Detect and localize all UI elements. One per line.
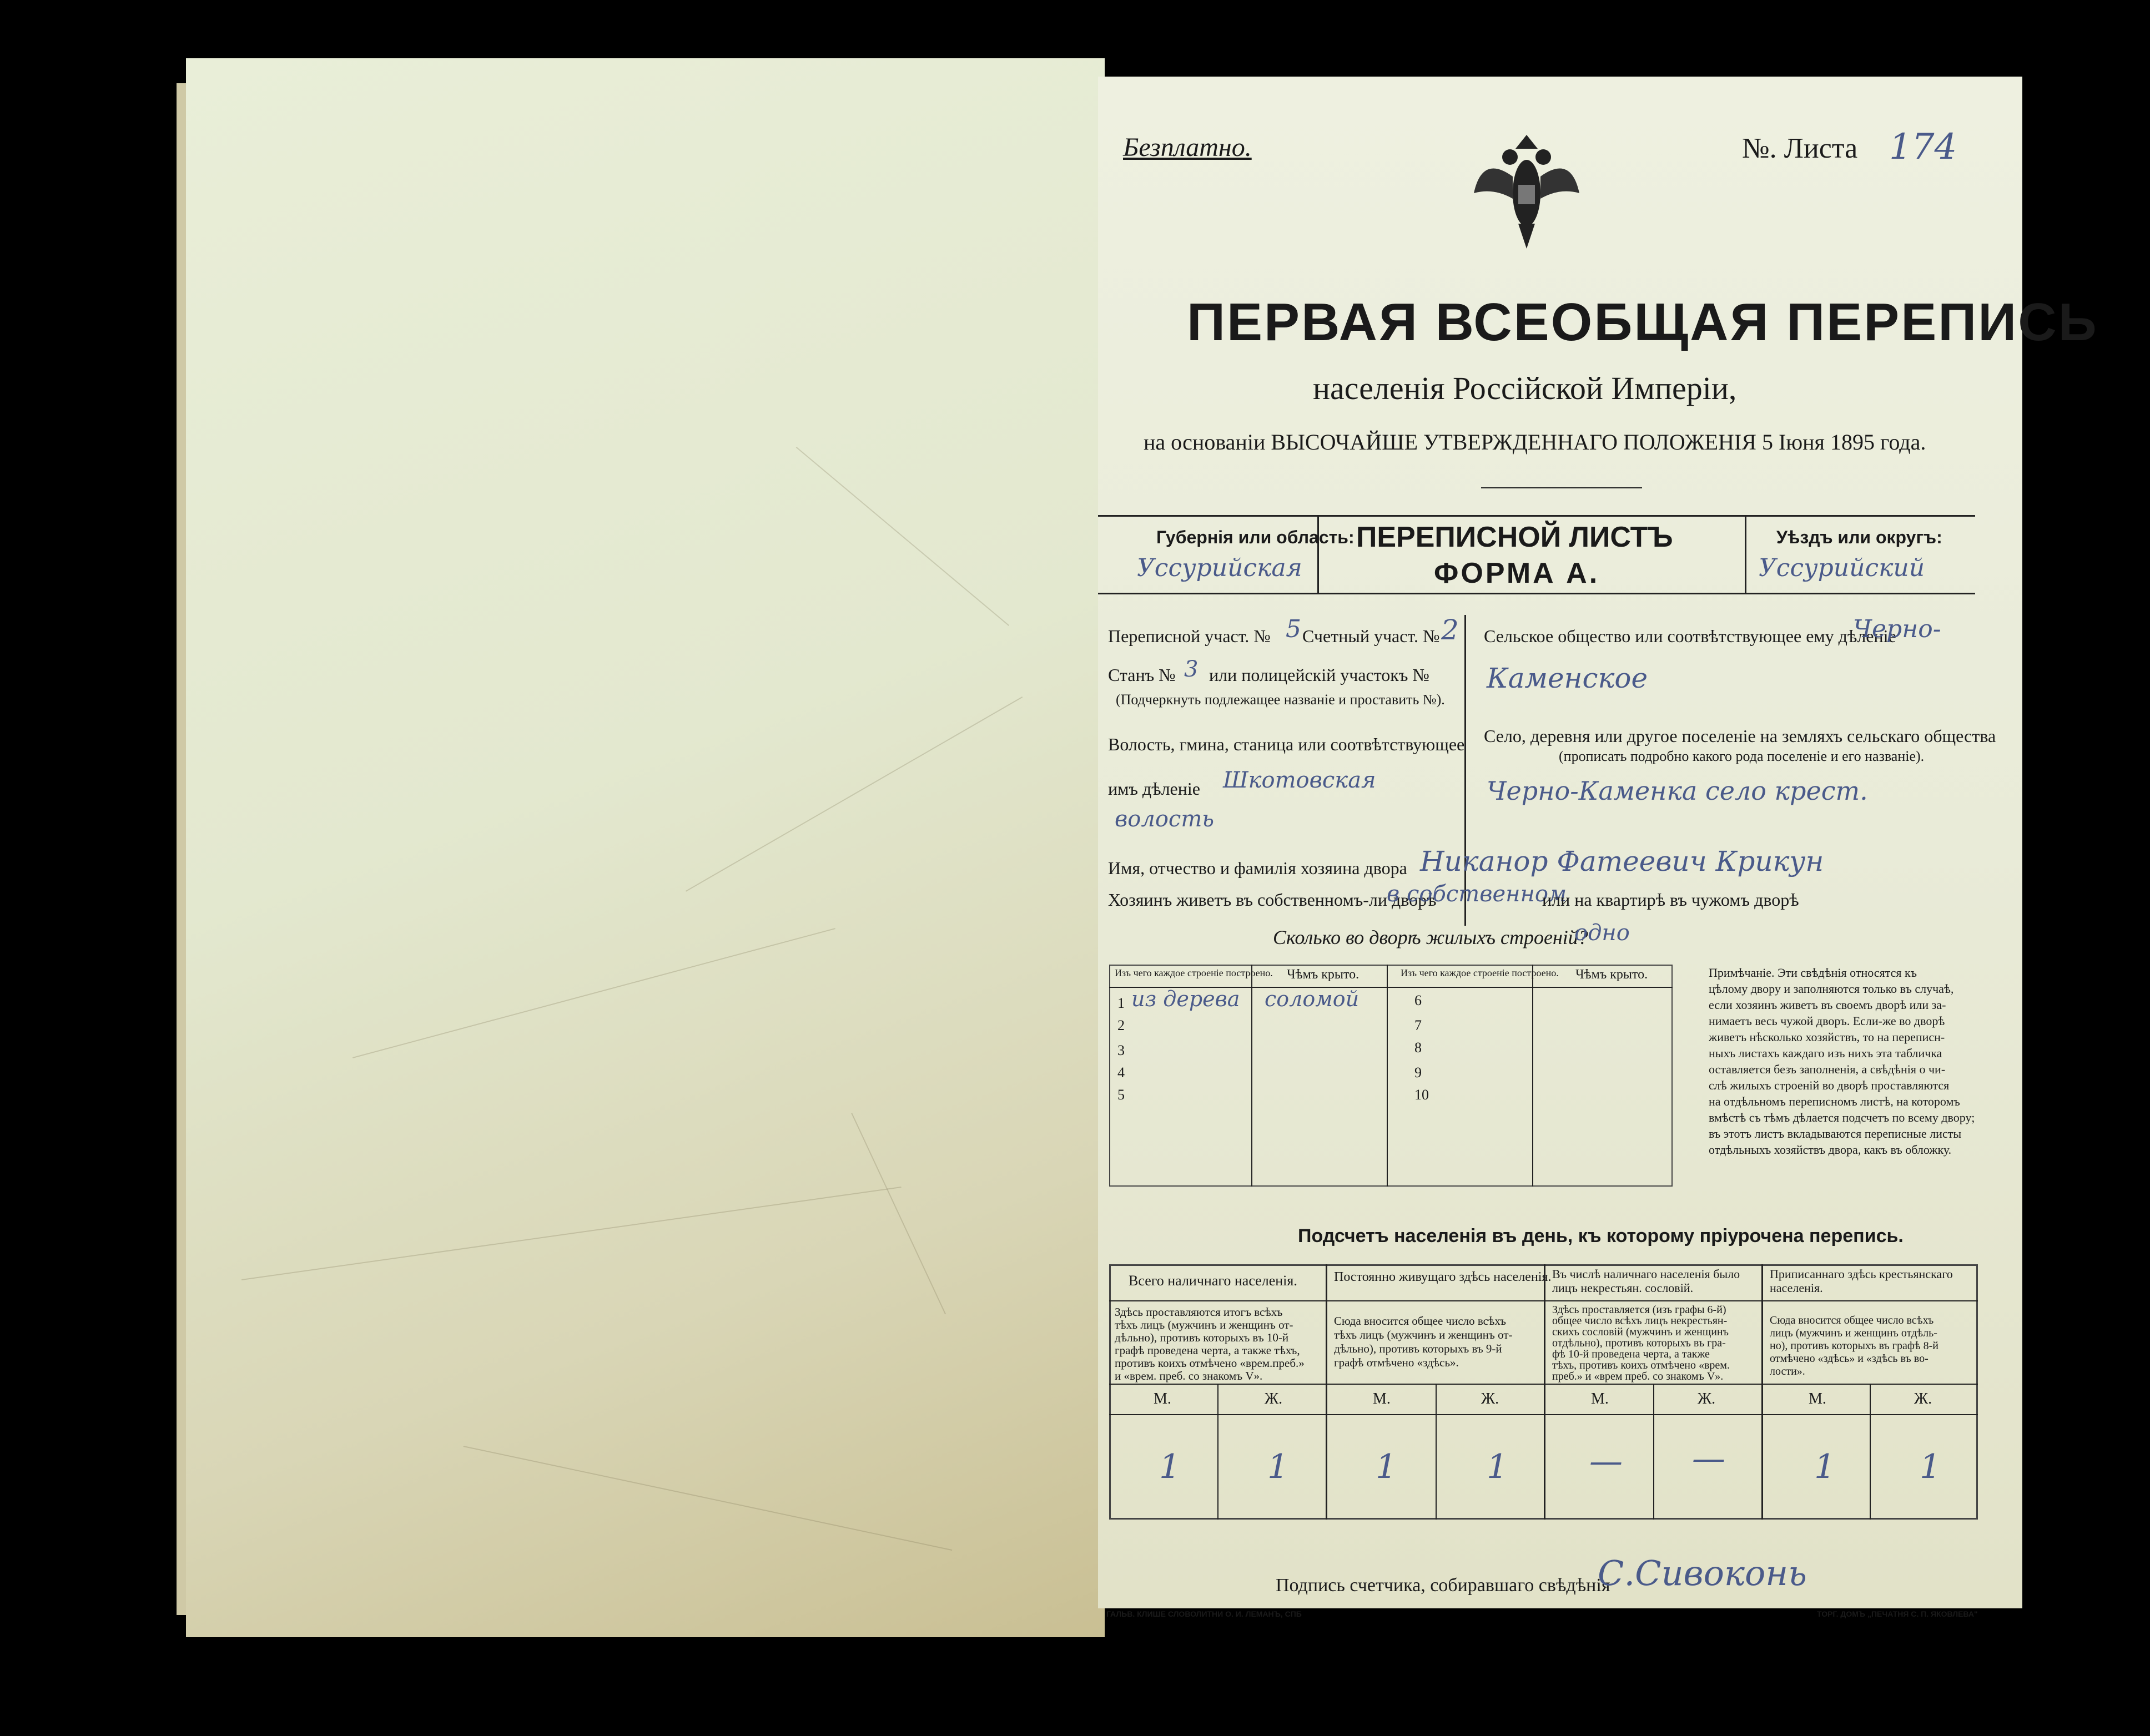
sheet-number-value: 174 <box>1889 127 1957 168</box>
note-line: вмѣстѣ съ тѣмъ дѣлается подсчетъ по всему двору; <box>1709 1111 1975 1124</box>
col-material-left: Изъ чего каждое строеніе построено. <box>1115 967 1273 978</box>
row-num-1: 1 <box>1117 995 1125 1011</box>
signature-label: Подпись счетчика, собиравшаго свѣдѣнія <box>1276 1575 1610 1596</box>
row-num-9: 9 <box>1414 1064 1422 1081</box>
note-line: ныхъ листахъ каждаго изъ нихъ эта табличка <box>1709 1046 1942 1060</box>
population-heading: Подсчетъ населенія въ день, къ которому пріурочена перепись. <box>1298 1225 1904 1247</box>
left-blank-sheet <box>186 58 1105 1637</box>
stan-value: 3 <box>1184 657 1199 682</box>
count-section-value: 2 <box>1441 614 1459 646</box>
police-label: или полицейскій участокъ № <box>1209 665 1429 685</box>
signature-value: С.Сивоконь <box>1598 1553 1807 1593</box>
count-peasant-f: 1 <box>1920 1447 1941 1486</box>
note-line: живетъ нѣсколько хозяйствъ, то на переписн- <box>1709 1030 1945 1044</box>
residence-label-2: или на квартирѣ въ чужомъ дворѣ <box>1542 890 1799 910</box>
volost-value: Шкотовская <box>1223 768 1376 793</box>
row-num-8: 8 <box>1414 1039 1422 1056</box>
note-line: нимаетъ весь чужой дворъ. Если-же во дворѣ <box>1709 1014 1945 1028</box>
owner-label: Имя, отчество и фамилія хозяина двора <box>1108 858 1407 878</box>
ornament-divider <box>1481 487 1642 488</box>
count-total-m: 1 <box>1159 1447 1181 1486</box>
printer-left: ГАЛЬВ. КЛИШЕ СЛОВОЛИТНИ О. И. ЛЕМАНЪ, СПБ <box>1106 1609 1302 1618</box>
volost-label: Волость, гмина, станица или соотвѣтствующее <box>1108 734 1465 754</box>
volost-value-2: волость <box>1115 806 1215 832</box>
stan-label: Станъ № <box>1108 665 1176 685</box>
census-section-label: Переписной участ. № <box>1108 626 1271 646</box>
note-line: Примѣчаніе. Эти свѣдѣнія относятся къ <box>1709 966 1917 980</box>
note-line: цѣлому двору и заполняются только въ случаѣ, <box>1709 982 1954 996</box>
f-label-4: Ж. <box>1914 1390 1932 1407</box>
count-section-label: Счетный участ. № <box>1302 626 1440 646</box>
note-line: на отдѣльномъ переписномъ листѣ, на которомъ <box>1709 1094 1960 1108</box>
sheet-number-label: №. Листа <box>1742 133 1858 164</box>
title-main: ПЕРВАЯ ВСЕОБЩАЯ ПЕРЕПИСЬ <box>1187 292 2098 352</box>
district-value: Уссурийский <box>1759 554 1925 582</box>
district-label: Уѣздъ или округъ: <box>1776 527 1942 547</box>
row-num-3: 3 <box>1117 1042 1125 1058</box>
free-label: Безплатно. <box>1123 133 1252 162</box>
col-roof-right: Чѣмъ крыто. <box>1575 967 1648 982</box>
pop-col1-title: Всего наличнаго населенія. <box>1129 1273 1297 1289</box>
underline-note: (Подчеркнуть подлежащее названіе и проставить №). <box>1116 692 1445 708</box>
pop-col3-title: Въ числѣ наличнаго населенія было лицъ некрестьян. сословій. <box>1552 1267 1740 1295</box>
census-section-value: 5 <box>1286 615 1301 643</box>
row1-material: из дерева <box>1131 987 1240 1011</box>
row-num-2: 2 <box>1117 1017 1125 1033</box>
row-num-4: 4 <box>1117 1064 1125 1081</box>
m-label-2: М. <box>1373 1390 1391 1407</box>
society-value: Черно- <box>1853 615 1941 643</box>
row-num-5: 5 <box>1117 1087 1125 1103</box>
buildings-label: Сколько во дворѣ жилыхъ строеній? <box>1273 926 1588 948</box>
owner-value: Никанор Фатеевич Крикун <box>1420 845 1824 877</box>
m-label-4: М. <box>1809 1390 1826 1407</box>
village-note: (прописать подробно какого рода поселеніе и его названіе). <box>1559 748 1925 764</box>
row1-roof: соломой <box>1265 987 1360 1011</box>
residence-value: в собственном <box>1387 881 1567 907</box>
province-value: Уссурийская <box>1137 554 1302 582</box>
province-label: Губернія или область: <box>1156 527 1355 547</box>
society-label: Сельское общество или соотвѣтствующее ему дѣленіе <box>1484 626 1896 646</box>
village-label: Село, деревня или другое поселеніе на земляхъ сельскаго общества <box>1484 726 1996 746</box>
note-line: если хозяинъ живетъ въ своемъ дворѣ или за- <box>1709 998 1946 1012</box>
residence-label: Хозяинъ живетъ въ собственномъ-ли дворѣ <box>1108 890 1437 910</box>
form-subtitle: ФОРМА А. <box>1434 557 1600 589</box>
imperial-eagle-emblem <box>1471 127 1582 254</box>
count-total-f: 1 <box>1267 1447 1289 1486</box>
note-block <box>1709 965 1975 1158</box>
count-nonpeasant-f: — <box>1692 1439 1725 1478</box>
note-line: въ этотъ листъ вкладываются переписные листы <box>1709 1127 1962 1140</box>
f-label-2: Ж. <box>1481 1390 1499 1407</box>
pop-col4-title: Приписаннаго здѣсь крестьянскаго населенія. <box>1770 1267 1953 1295</box>
volost-label-2: имъ дѣленіе <box>1108 779 1200 799</box>
pop-col2-title: Постоянно живущаго здѣсь населенія. <box>1334 1270 1552 1284</box>
col-roof-left: Чѣмъ крыто. <box>1287 967 1360 982</box>
f-label-3: Ж. <box>1698 1390 1716 1407</box>
form-title: ПЕРЕПИСНОЙ ЛИСТЪ <box>1356 521 1673 553</box>
note-line: оставляется безъ заполненія, а свѣдѣнія о чи- <box>1709 1062 1946 1076</box>
title-sub: населенія Россійской Имперіи, <box>1313 370 1737 406</box>
col-material-right: Изъ чего каждое строеніе построено. <box>1401 967 1559 978</box>
village-value: Черно-Каменка село крест. <box>1487 776 1868 806</box>
f-label-1: Ж. <box>1265 1390 1283 1407</box>
note-line: слѣ жилыхъ строеній во дворѣ проставляются <box>1709 1078 1950 1092</box>
note-line: отдѣльныхъ хозяйствъ двора, какъ въ обложку. <box>1709 1143 1952 1157</box>
m-label-3: М. <box>1591 1390 1609 1407</box>
society-value-2: Каменское <box>1487 662 1648 694</box>
count-permanent-f: 1 <box>1487 1447 1508 1486</box>
buildings-value: одно <box>1574 920 1630 946</box>
count-peasant-m: 1 <box>1814 1447 1836 1486</box>
row-num-6: 6 <box>1414 992 1422 1008</box>
count-nonpeasant-m: — <box>1589 1442 1623 1481</box>
row-num-7: 7 <box>1414 1017 1422 1033</box>
title-basis: на основаніи ВЫСОЧАЙШЕ УТВЕРЖДЕННАГО ПОЛОЖЕНІЯ 5 Іюня 1895 года. <box>1144 430 1926 455</box>
m-label-1: М. <box>1154 1390 1171 1407</box>
row-num-10: 10 <box>1414 1087 1429 1103</box>
printer-right: ТОРГ. ДОМЪ „ПЕЧАТНЯ С. П. ЯКОВЛЕВА" <box>1817 1609 1978 1618</box>
count-permanent-m: 1 <box>1376 1447 1397 1486</box>
census-form-sheet: Безплатно. №. Листа 174 ПЕРВАЯ ВСЕОБЩАЯ ПЕРЕПИСЬ населенія Россійской Имперіи, на основаніи ВЫСОЧАЙШЕ УТВЕРЖДЕННАГО ПОЛОЖЕНІЯ 5 Іюня 1895 года. Губернія или область: Уссурийская ПЕРЕПИСНОЙ ЛИСТЪ ФОРМА А. Уѣздъ или округъ: Уссурийский Переписной участ. № 5 Счетный участ. № 2 Станъ № 3 или полицейскій участокъ № (Подчеркнуть подлежащее названіе и проставить №). Волость, гмина, станица или соотвѣтствующее имъ дѣленіе Шкотовская волость Сельское общество или соотвѣтствующее ему дѣленіе Черно- Каменское Село, деревня или другое поселеніе на земляхъ сельскаго общества (прописать подробно какого рода поселеніе и его названіе). Черно-Каменка село крест. Имя, отчество и фамилія хозяина двора Никанор Фатеевич Крикун Хозяинъ живетъ въ собственномъ-ли дворѣ в собственном или на квартирѣ въ чужомъ дворѣ Сколько во дворѣ жилыхъ строеній? одно Изъ чего каждое строеніе построено. Чѣмъ крыто. Изъ чего каждое строеніе построено. Чѣмъ крыто. 1 2 3 4 5 6 7 8 9 10 из дерева соломой Примѣчаніе. Эти свѣдѣнія относятся къ цѣлому двору и заполняются только въ случаѣ, если хозяинъ живетъ въ своемъ дворѣ или за- нимаетъ весь чужой дворъ. Если-же во дворѣ живетъ нѣсколько хозяйствъ, то на переписн- ныхъ листахъ каждаго изъ нихъ эта табличка оставляется безъ заполненія, а свѣдѣнія о чи- слѣ жилыхъ строеній во дворѣ проставляются на отдѣльномъ переписномъ листѣ, на которомъ вмѣстѣ съ тѣмъ дѣлается подсчетъ по всему двору; въ этотъ листъ вкладываются переписные листы отдѣльныхъ хозяйствъ двора, какъ въ обложку. Подсчетъ населенія въ день, къ которому пріурочена перепись. Всего наличнаго населенія. Здѣсь проставляются итогъ всѣхъ тѣхъ лицъ (мужчинъ и женщинъ от- дѣльно), противъ которыхъ въ 10-й графѣ проведена черта, а также тѣхъ, противъ коихъ отмѣчено «врем.преб.» и «врем. преб. со знакомъ V». Постоянно живущаго здѣсь населенія. Сюда вносится общее число всѣхъ тѣхъ лицъ (мужчинъ и женщинъ от- дѣльно), противъ которыхъ въ 9-й графѣ отмѣчено «здѣсь». Въ числѣ наличнаго населенія было лицъ некрестьян. сословій. Здѣсь проставляется (изъ графы 6-й) общее число всѣхъ лицъ некрестьян- скихъ сословій (мужчинъ и женщинъ отдѣльно), противъ которыхъ въ гра- фѣ 10-й проведена черта, а также тѣхъ, противъ коихъ отмѣчено «врем. преб.» и «врем преб. со знакомъ V». Приписаннаго здѣсь крестьянскаго населенія. Сюда вносится общее число всѣхъ лицъ (мужчинъ и женщинъ отдѣль- но), противъ которыхъ въ графѣ 8-й отмѣчено «здѣсь» и «здѣсь въ во- лости». М. Ж. М. Ж. М. Ж. М. Ж. 1 1 1 1 — — 1 1 Подпись счетчика, собиравшаго свѣдѣнія С.Сивоконь ГАЛЬВ. КЛИШЕ СЛОВОЛИТНИ О. И. ЛЕМАНЪ, СПБ ТОРГ. ДОМЪ „ПЕЧАТНЯ С. П. ЯКОВЛЕВА" <box>1098 77 2022 1608</box>
